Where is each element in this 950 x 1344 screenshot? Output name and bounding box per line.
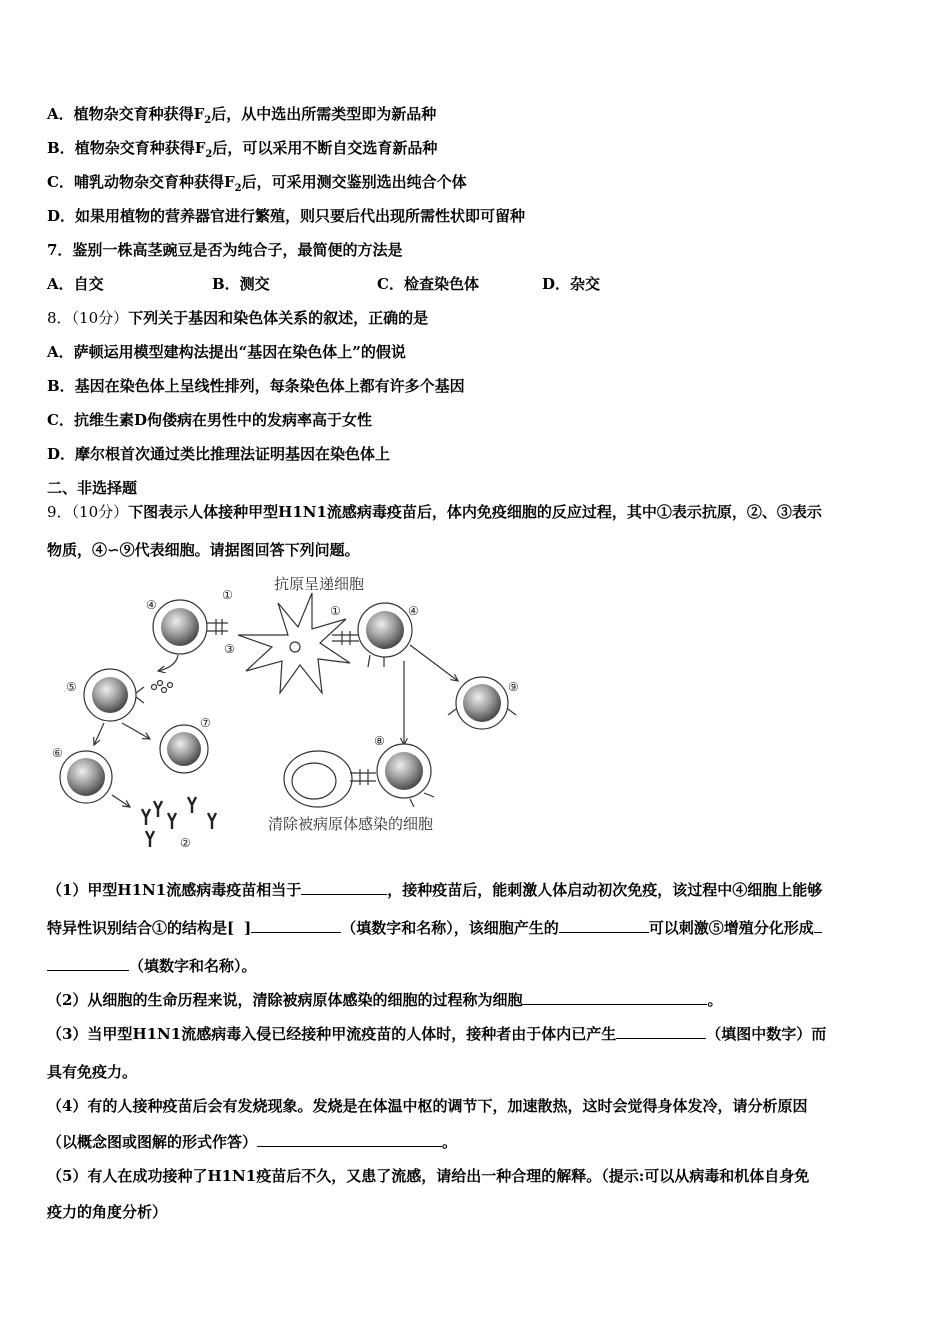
q8-option-b: B．基因在染色体上呈线性排列，每条染色体上都有许多个基因 xyxy=(47,377,465,395)
antibody-mark xyxy=(142,809,150,825)
q9-sub1-line2: 特异性识别结合①的结构是[ ] （填数字和名称），该细胞产生的 可以刺激⑤增殖分化形成 xyxy=(47,918,822,938)
q9-sub5-line2: 疫力的角度分析） xyxy=(47,1203,168,1221)
q9-sub2: （2）从细胞的生命历程来说，清除被病原体感染的细胞的过程称为细胞 。 xyxy=(47,991,723,1009)
q9-stem-line2: 物质，④∽⑨代表细胞。请据图回答下列问题。 xyxy=(47,541,360,559)
cell-9-nucleus xyxy=(463,684,501,722)
section-title: 二、非选择题 xyxy=(47,479,138,497)
answer-blank[interactable] xyxy=(257,1132,442,1147)
antibody-mark xyxy=(146,831,154,847)
antibody-mark xyxy=(188,797,196,813)
marker-2: ② xyxy=(180,836,191,850)
cleared-cells-label: 清除被病原体感染的细胞 xyxy=(268,815,434,833)
q9-sub1-line3: （填数字和名称）。 xyxy=(47,956,257,976)
q9-sub5-line1: （5）有人在成功接种了H1N1疫苗后不久，又患了流感，请给出一种合理的解释。（提示:可以从病毒和机体自身免 xyxy=(47,1167,810,1185)
answer-blank[interactable] xyxy=(559,918,649,933)
q8-option-a: A．萨顿运用模型建构法提出“基因在染色体上”的假说 xyxy=(47,343,406,361)
cell-7-nucleus xyxy=(167,732,201,766)
q9-sub4-line1: （4）有的人接种疫苗后会有发烧现象。发烧是在体温中枢的调节下，加速散热，这时会觉得身体发冷，请分析原因 xyxy=(47,1097,808,1115)
substance-3-dot xyxy=(152,685,157,690)
q7-stem: 7．鉴别一株高茎豌豆是否为纯合子，最简便的方法是 xyxy=(47,241,403,259)
marker-5: ⑤ xyxy=(66,680,77,694)
marker-1-left: ① xyxy=(222,588,233,602)
marker-4-right: ④ xyxy=(408,604,419,618)
q6-option-a: A．植物杂交育种获得$F_2$后，从中选出所需类型即为新品种 xyxy=(47,105,437,126)
q8-option-d: D．摩尔根首次通过类比推理法证明基因在染色体上 xyxy=(47,445,391,463)
marker-3: ③ xyxy=(224,642,235,656)
answer-blank[interactable] xyxy=(47,956,129,971)
cell-4-right-nucleus xyxy=(366,611,404,649)
immune-response-diagram xyxy=(50,575,540,860)
cell-4-left-receptor xyxy=(206,619,228,635)
cell-4-right-receptor xyxy=(332,631,359,645)
arrow-5-to-7 xyxy=(122,723,150,739)
q7-options xyxy=(47,274,600,294)
answer-blank[interactable] xyxy=(251,918,341,933)
antibody-mark xyxy=(208,813,216,829)
q8-stem: 8．（10分）下列关于基因和染色体关系的叙述，正确的是 xyxy=(47,309,429,327)
q9-sub1-line1: （1）甲型H1N1流感病毒疫苗相当于 ，接种疫苗后，能刺激人体启动初次免疫，该过程中④细胞上能够 xyxy=(47,881,823,899)
antibody-mark xyxy=(168,813,176,829)
q7-option-a: A．自交 xyxy=(47,275,104,293)
q9-sub3-line1: （3）当甲型H1N1流感病毒入侵已经接种甲流疫苗的人体时，接种者由于体内已产生 （填图中数字）而 xyxy=(47,1025,827,1043)
cell-5-receptor xyxy=(136,687,144,703)
answer-blank[interactable] xyxy=(301,880,387,895)
cell-8-nucleus xyxy=(385,752,423,790)
cell-5-nucleus xyxy=(92,677,128,713)
cell-6-nucleus xyxy=(67,758,105,796)
answer-blank[interactable] xyxy=(616,1024,706,1039)
marker-6: ⑥ xyxy=(52,746,63,760)
marker-8: ⑧ xyxy=(374,734,385,748)
apc-label: 抗原呈递细胞 xyxy=(274,575,365,593)
antibody-mark xyxy=(154,801,162,817)
cell-8-binding xyxy=(350,769,376,785)
cell-4-left-arrow xyxy=(158,655,178,671)
marker-4-left: ④ xyxy=(146,598,157,612)
q8-option-c: C．抗维生素D佝偻病在男性中的发病率高于女性 xyxy=(47,411,372,429)
answer-blank[interactable] xyxy=(522,990,707,1005)
q9-sub4-line2: （以概念图或图解的形式作答） 。 xyxy=(47,1133,458,1151)
q7-option-c: C．检查染色体 xyxy=(377,275,479,293)
answer-blank[interactable] xyxy=(814,918,822,933)
apc-nucleus xyxy=(290,642,300,652)
cell-4-left-nucleus xyxy=(161,608,199,646)
marker-7: ⑦ xyxy=(200,716,211,730)
q9-sub3-line2: 具有免疫力。 xyxy=(47,1063,138,1081)
q6-option-c: C．哺乳动物杂交育种获得$F_2$后，可采用测交鉴别选出纯合个体 xyxy=(47,173,467,194)
substance-3-dot xyxy=(162,688,167,693)
arrow-5-to-6 xyxy=(94,723,104,745)
substance-3-dot xyxy=(158,681,163,686)
q6-option-b: B．植物杂交育种获得$F_2$后，可以采用不断自交选育新品种 xyxy=(47,139,438,160)
substance-3-dot xyxy=(168,683,173,688)
q7-option-b: B．测交 xyxy=(212,275,270,293)
marker-1-right: ① xyxy=(330,604,341,618)
q6-option-d: D．如果用植物的营养器官进行繁殖，则只要后代出现所需性状即可留种 xyxy=(47,207,526,225)
q7-option-d: D．杂交 xyxy=(542,275,601,293)
q9-stem: 9．（10分）下图表示人体接种甲型H1N1流感病毒疫苗后，体内免疫细胞的反应过程，其中①表示抗原，②、③表示 xyxy=(47,503,822,521)
arrow-4-to-9 xyxy=(410,645,458,681)
arrow-6-to-antibody xyxy=(112,795,130,807)
marker-9: ⑨ xyxy=(508,680,519,694)
